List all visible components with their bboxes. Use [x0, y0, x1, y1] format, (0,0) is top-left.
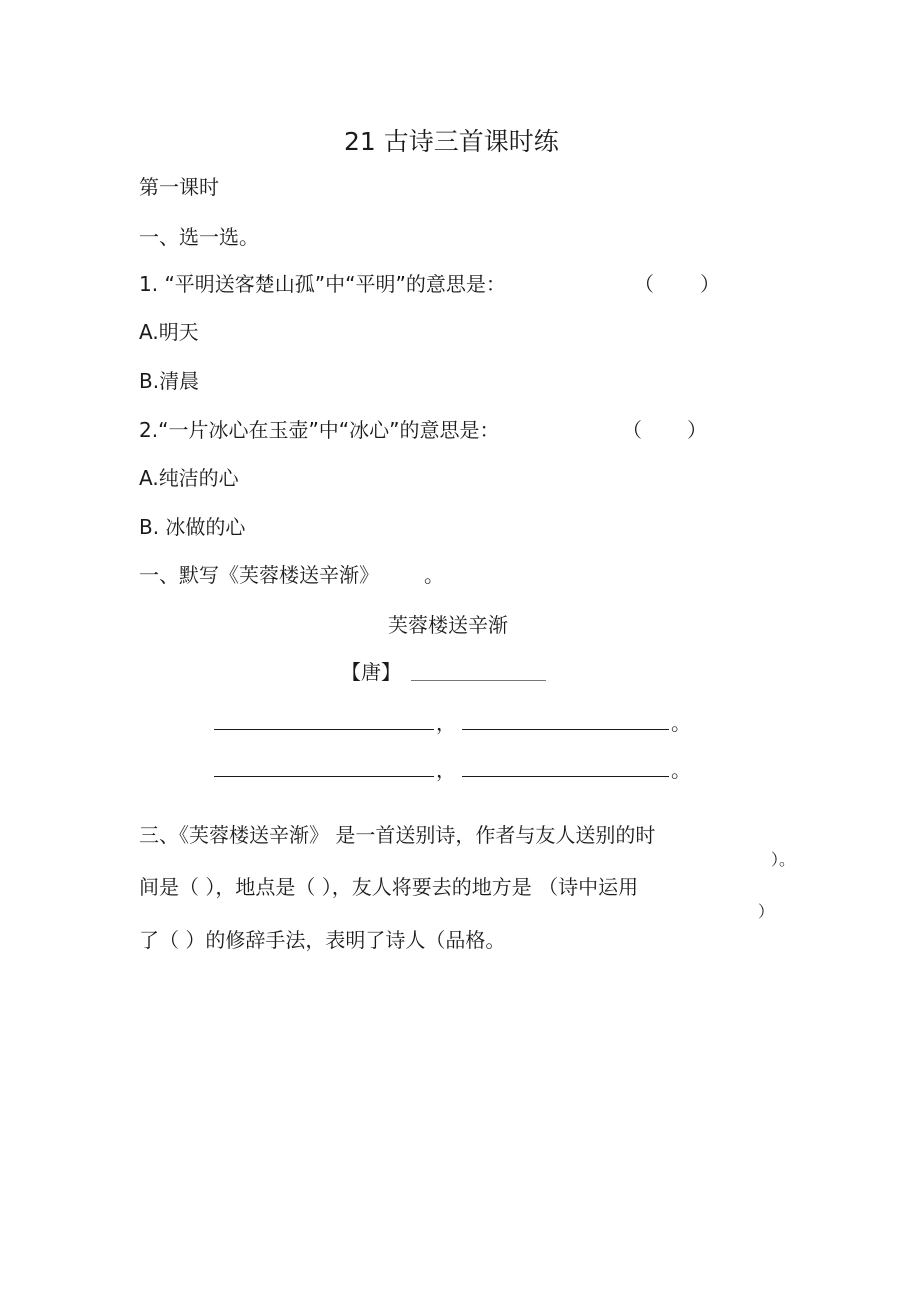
section3-line-2: 间是（ ），地点是（ ），友人将要去的地方是 （诗中运用	[139, 875, 639, 899]
poem-title: 芙蓉楼送辛渐	[388, 613, 508, 637]
section1-heading: 一、选一选。	[139, 225, 259, 249]
section3-stray-paren-1: ）。	[771, 850, 796, 869]
lesson-label: 第一课时	[139, 175, 219, 199]
author-blank[interactable]	[411, 680, 546, 681]
poem-line-2-blank-a[interactable]	[214, 776, 434, 777]
question-1-answer-open[interactable]: （	[634, 272, 654, 296]
section2-heading-end: 。	[424, 563, 444, 587]
poem-line-2-period: 。	[671, 758, 691, 782]
poem-line-1-blank-b[interactable]	[462, 729, 669, 730]
poem-line-1-period: 。	[671, 711, 691, 735]
section2-heading: 一、默写《芙蓉楼送辛渐》	[139, 563, 379, 587]
section3-line-3: 了（ ）的修辞手法，表明了诗人（品格。	[139, 928, 506, 952]
poem-line-2-blank-b[interactable]	[462, 776, 669, 777]
question-2-answer-close: ）	[687, 418, 707, 442]
question-2-text: 2.“一片冰心在玉壶”中“冰心”的意思是：	[139, 418, 500, 442]
poem-dynasty: 【唐】	[341, 660, 401, 684]
question-2-option-b[interactable]: B. 冰做的心	[139, 515, 246, 539]
poem-line-2-comma: ，	[436, 758, 456, 782]
poem-line-1-blank-a[interactable]	[214, 729, 434, 730]
question-2-answer-open[interactable]: （	[622, 418, 642, 442]
page-title: 21 古诗三首课时练	[344, 127, 559, 156]
question-2-option-a[interactable]: A.纯洁的心	[139, 466, 239, 490]
question-1-answer-close: ）	[700, 272, 720, 296]
question-1-option-a[interactable]: A.明天	[139, 320, 199, 344]
section3-stray-paren-2: ）	[758, 902, 775, 921]
section3-line-1: 三、《芙蓉楼送辛渐》 是一首送别诗，作者与友人送别的时	[139, 823, 656, 847]
question-1-option-b[interactable]: B.清晨	[139, 369, 200, 393]
poem-line-1-comma: ，	[436, 711, 456, 735]
question-1-text: 1. “平明送客楚山孤”中“平明”的意思是：	[139, 272, 506, 296]
